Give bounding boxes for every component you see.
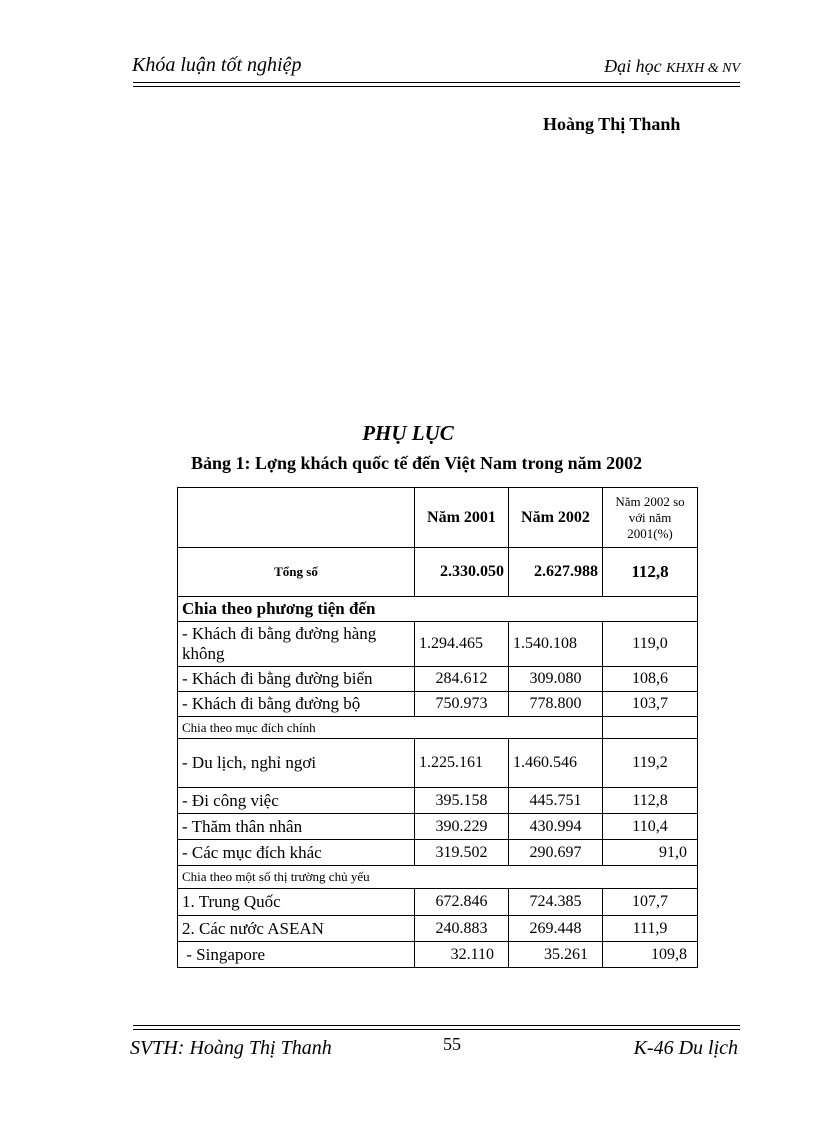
header-cell-2002: Năm 2002 [509,488,603,548]
empty-cell [603,717,698,739]
row-label: - Du lịch, nghỉ ngơi [178,739,415,788]
total-2002: 2.627.988 [509,548,603,597]
table-row [178,916,698,942]
section-row [178,866,698,889]
row-2002: 1.460.546 [509,739,603,788]
row-2001: 1.294.465 [415,622,509,667]
row-ratio: 103,7 [603,692,698,717]
row-ratio: 111,9 [603,916,698,942]
row-2001: 319.502 [415,840,509,866]
total-2001: 2.330.050 [415,548,509,597]
table-row [178,622,698,667]
table-row [178,692,698,717]
row-2002: 290.697 [509,840,603,866]
section-row [178,717,698,739]
header-cell-empty [178,488,415,548]
row-2002: 724.385 [509,889,603,916]
row-ratio: 108,6 [603,667,698,692]
table-row [178,667,698,692]
total-label: Tổng số [178,548,415,597]
visitor-table [177,487,698,968]
footer-rule-bottom [133,1029,740,1030]
row-2001: 32.110 [415,942,509,968]
header-right [604,56,740,77]
total-ratio: 112,8 [603,548,698,597]
author-name: Hoàng Thị Thanh [543,114,681,134]
header-left: Khóa luận tốt nghiệp [132,54,302,76]
row-ratio: 119,2 [603,739,698,788]
table-row [178,889,698,916]
row-label: - Thăm thân nhân [178,814,415,840]
section-row [178,597,698,622]
row-2001: 1.225.161 [415,739,509,788]
header-rule-top [133,82,740,83]
row-2002: 309.080 [509,667,603,692]
row-label: - Các mục đích khác [178,840,415,866]
header-cell-2001: Năm 2001 [415,488,509,548]
row-ratio: 91,0 [603,840,698,866]
table-row [178,739,698,788]
total-row [178,548,698,597]
row-2001: 672.846 [415,889,509,916]
row-ratio: 110,4 [603,814,698,840]
row-2001: 240.883 [415,916,509,942]
row-2001: 284.612 [415,667,509,692]
row-label: 1. Trung Quốc [178,889,415,916]
row-ratio: 119,0 [603,622,698,667]
section-transport: Chia theo phương tiện đến [178,597,698,622]
row-label: 2. Các nước ASEAN [178,916,415,942]
row-ratio: 112,8 [603,788,698,814]
row-label: - Khách đi bằng đường hàng không [178,622,415,667]
row-2002: 269.448 [509,916,603,942]
table-caption: Bảng 1: Lợng khách quốc tế đến Việt Nam trong năm 2002 [191,453,643,473]
footer-right: K-46 Du lịch [633,1037,738,1059]
header-rule-bottom [133,86,740,87]
section-markets: Chia theo một số thị trường chủ yếu [178,866,698,889]
row-label: - Khách đi bằng đường biển [178,667,415,692]
table-row [178,814,698,840]
table-row [178,942,698,968]
row-label: - Đi công việc [178,788,415,814]
row-label: - Khách đi bằng đường bộ [178,692,415,717]
row-2002: 778.800 [509,692,603,717]
row-2001: 395.158 [415,788,509,814]
row-2001: 750.973 [415,692,509,717]
page-number: 55 [443,1034,461,1054]
row-2002: 445.751 [509,788,603,814]
table-row [178,788,698,814]
header-right-small: KHXH & NV [666,61,740,76]
row-ratio: 107,7 [603,889,698,916]
header-right-main: Đại học [604,56,662,76]
row-2002: 1.540.108 [509,622,603,667]
table-row [178,840,698,866]
footer-left: SVTH: Hoàng Thị Thanh [130,1037,332,1059]
footer-rule-top [133,1025,740,1026]
row-ratio: 109,8 [603,942,698,968]
row-label: - Singapore [178,942,415,968]
row-2002: 430.994 [509,814,603,840]
table-header-row [178,488,698,548]
row-2001: 390.229 [415,814,509,840]
appendix-title: PHỤ LỤC [362,421,454,445]
header-cell-ratio: Năm 2002 so với năm 2001(%) [603,488,698,548]
section-purpose: Chia theo mục đích chính [178,717,603,739]
row-2002: 35.261 [509,942,603,968]
